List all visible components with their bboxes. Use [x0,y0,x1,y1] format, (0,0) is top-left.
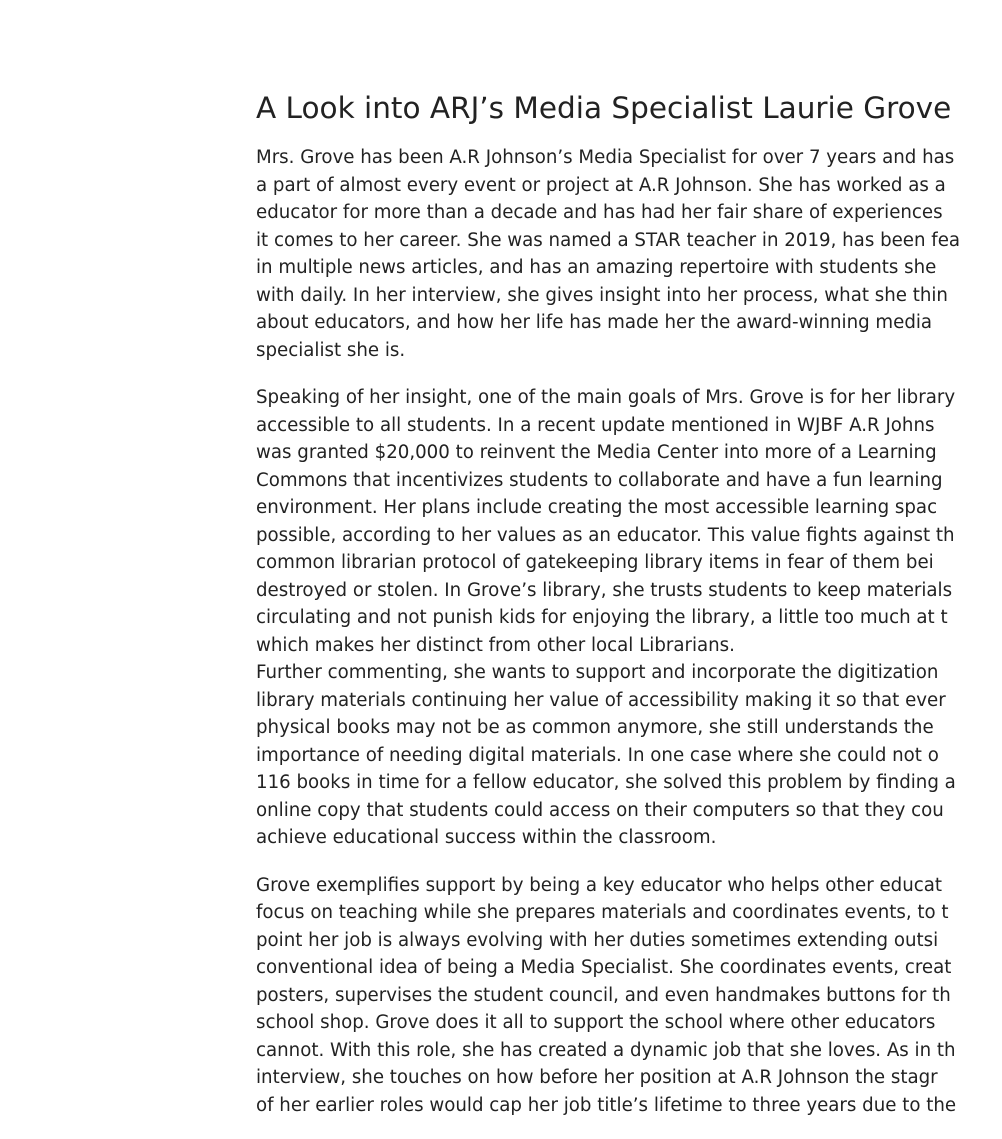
paragraph-line: was granted $20,000 to reinvent the Media Center into more of a Learning [256,442,937,463]
paragraph-line: which makes her distinct from other local Librarians. [256,634,735,656]
paragraph-line: about educators, and how her life has made her the award-winning media [256,312,933,333]
paragraph-line: posters, supervises the student council, and even handmakes buttons for th [256,984,951,1006]
article-paragraph [256,659,1002,852]
paragraph-line: common librarian protocol of gatekeeping library items in fear of them bei [256,552,934,573]
article-paragraph [256,384,1002,659]
paragraph-line: destroyed or stolen. In Grove’s library, she trusts students to keep materials [256,579,953,601]
paragraph-line: accessible to all students. In a recent update mentioned in WJBF A.R Johns [256,414,935,436]
paragraph-line: circulating and not punish kids for enjoying the library, a little too much at t [256,607,948,628]
paragraph-line: Commons that incentivizes students to collaborate and have a fun learning [256,469,943,491]
paragraph-line: Mrs. Grove has been A.R Johnson’s Media Specialist for over 7 years and has [256,147,955,168]
paragraph-line: achieve educational success within the classroom. [256,827,717,848]
paragraph-line: cannot. With this role, she has created a dynamic job that she loves. As in th [256,1039,956,1061]
paragraph-line: environment. Her plans include creating the most accessible learning spac [256,497,938,518]
article-body [256,144,1002,1119]
paragraph-line: online copy that students could access on their computers so that they cou [256,799,944,821]
paragraph-line: 116 books in time for a fellow educator, she solved this problem by finding a [256,772,956,793]
paragraph-line: a part of almost every event or project at A.R Johnson. She has worked as a [256,174,946,196]
paragraph-line: with daily. In her interview, she gives insight into her process, what she thin [256,284,948,306]
paragraph-line: specialist she is. [256,339,406,361]
paragraph-line: interview, she touches on how before her position at A.R Johnson the stagr [256,1067,938,1088]
article [256,86,1002,1139]
paragraph-line: Further commenting, she wants to support and incorporate the digitization [256,662,939,683]
article-title: A Look into ARJ’s Media Specialist Laurie Grove [256,91,952,125]
paragraph-line: of her earlier roles would cap her job title’s lifetime to three years due to the [256,1094,957,1116]
article-paragraph [256,872,1002,1120]
paragraph-line: focus on teaching while she prepares materials and coordinates events, to t [256,902,949,923]
paragraph-line: educator for more than a decade and has had her fair share of experiences [256,202,943,223]
paragraph-line: Grove exemplifies support by being a key educator who helps other educat [256,874,943,896]
paragraph-line: school shop. Grove does it all to support the school where other educators [256,1012,936,1033]
paragraph-line: point her job is always evolving with her duties sometimes extending outsi [256,929,939,951]
paragraph-line: physical books may not be as common anymore, she still understands the [256,717,934,738]
article-paragraph [256,144,1002,364]
paragraph-line: Speaking of her insight, one of the main goals of Mrs. Grove is for her library [256,387,956,408]
paragraph-line: possible, according to her values as an educator. This value fights against th [256,524,955,546]
paragraph-line: library materials continuing her value of accessibility making it so that ever [256,689,946,711]
paragraph-line: importance of needing digital materials. In one case where she could not o [256,744,939,766]
paragraph-line: in multiple news articles, and has an amazing repertoire with students she [256,257,937,278]
paragraph-line: conventional idea of being a Media Specialist. She coordinates events, creat [256,957,952,978]
paragraph-line: it comes to her career. She was named a STAR teacher in 2019, has been fea [256,229,961,251]
